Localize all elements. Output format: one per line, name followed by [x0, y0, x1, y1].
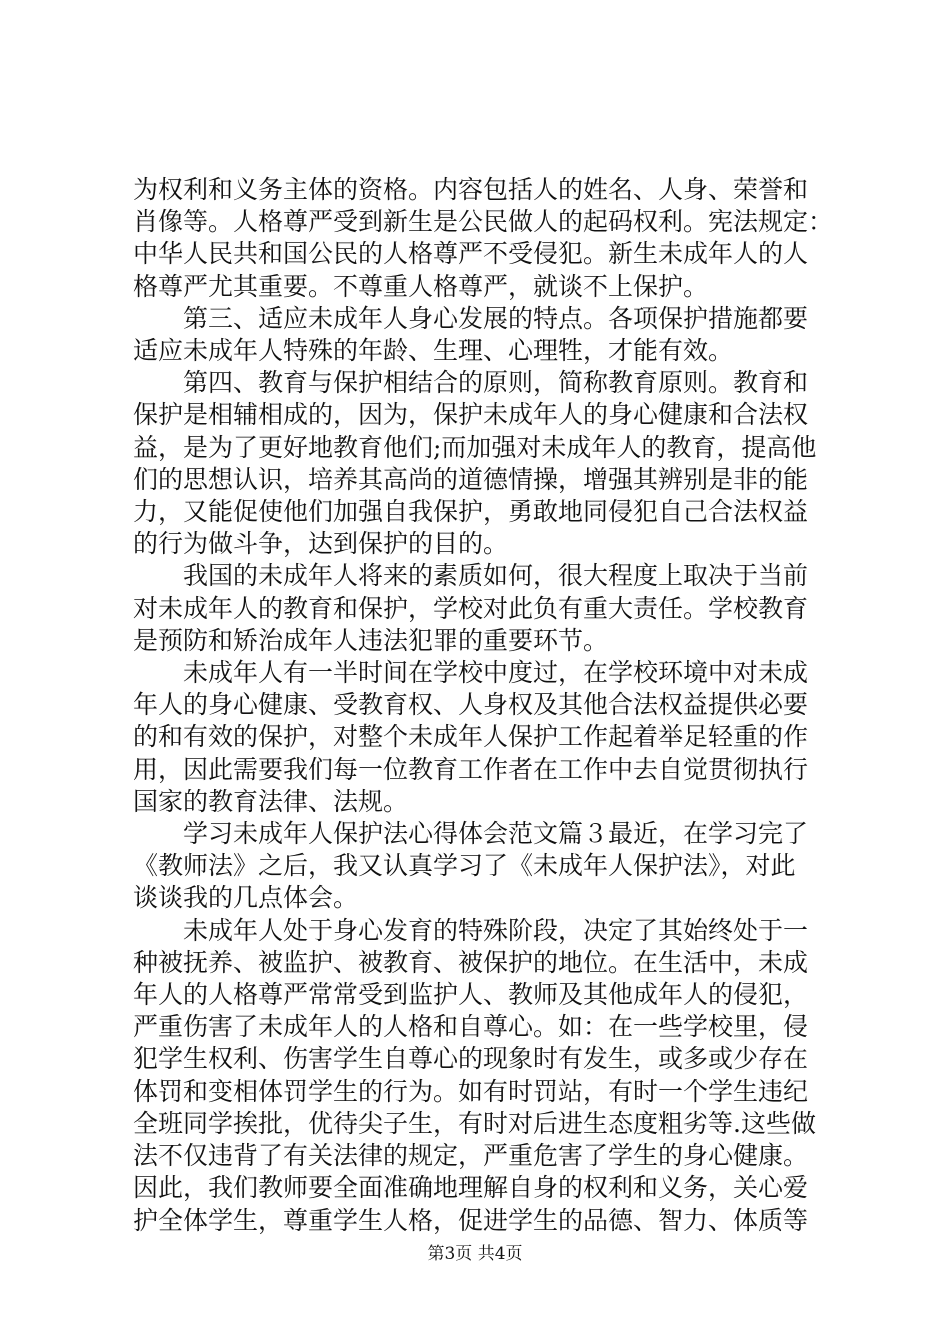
text-line: 国家的教育法律、法规。: [133, 786, 409, 816]
text-line: 益，是为了更好地教育他们;而加强对未成年人的教育，提高他: [133, 432, 817, 462]
text-line: 中华人民共和国公民的人格尊严不受侵犯。新生未成年人的人: [133, 239, 809, 269]
text-line: 适应未成年人特殊的年龄、生理、心理牲，才能有效。: [133, 336, 734, 366]
text-line: 未成年人处于身心发育的特殊阶段，决定了其始终处于一: [133, 915, 809, 945]
text-line: 体罚和变相体罚学生的行为。如有时罚站，有时一个学生违纪: [133, 1076, 809, 1106]
text-line: 种被抚养、被监护、被教育、被保护的地位。在生活中，未成: [133, 947, 809, 977]
text-line: 严重伤害了未成年人的人格和自尊心。如：在一些学校里，侵: [133, 1012, 809, 1042]
text-line: 全班同学挨批，优待尖子生，有时对后进生态度粗劣等.这些做: [133, 1108, 816, 1138]
text-line: 年人的人格尊严常常受到监护人、教师及其他成年人的侵犯，: [133, 980, 809, 1010]
text-line: 谈谈我的几点体会。: [133, 883, 359, 913]
body-text: [133, 174, 833, 1237]
text-line: 肖像等。人格尊严受到新生是公民做人的起码权利。宪法规定：: [133, 207, 834, 237]
text-line: 未成年人有一半时间在学校中度过，在学校环境中对未成: [133, 658, 809, 688]
text-line: 用，因此需要我们每一位教育工作者在工作中去自觉贯彻执行: [133, 754, 809, 784]
text-line: 第三、适应未成年人身心发展的特点。各项保护措施都要: [133, 303, 809, 333]
text-line: 护全体学生，尊重学生人格，促进学生的品德、智力、体质等: [133, 1205, 809, 1235]
text-line: 力，又能促使他们加强自我保护，勇敢地同侵犯自己合法权益: [133, 497, 809, 527]
text-line: 对未成年人的教育和保护，学校对此负有重大责任。学校教育: [133, 593, 809, 623]
text-line: 保护是相辅相成的，因为，保护未成年人的身心健康和合法权: [133, 400, 809, 430]
text-line: 犯学生权利、伤害学生自尊心的现象时有发生，或多或少存在: [133, 1044, 809, 1074]
text-line: 第四、教育与保护相结合的原则，简称教育原则。教育和: [133, 368, 809, 398]
page-footer: 第3页 共4页: [427, 1244, 523, 1264]
text-line: 的和有效的保护，对整个未成年人保护工作起着举足轻重的作: [133, 722, 809, 752]
text-line: 为权利和义务主体的资格。内容包括人的姓名、人身、荣誉和: [133, 175, 809, 204]
text-line: 因此，我们教师要全面准确地理解自身的权利和义务，关心爱: [133, 1173, 809, 1203]
text-line: 格尊严尤其重要。不尊重人格尊严，就谈不上保护。: [133, 271, 709, 301]
text-line: 的行为做斗争，达到保护的目的。: [133, 529, 509, 559]
text-line: 法不仅违背了有关法律的规定，严重危害了学生的身心健康。: [133, 1141, 809, 1171]
text-line: 《教师法》之后，我又认真学习了《未成年人保护法》，对此: [133, 851, 796, 881]
text-line: 年人的身心健康、受教育权、人身权及其他合法权益提供必要: [133, 690, 809, 720]
text-line: 学习未成年人保护法心得体会范文篇３最近，在学习完了: [133, 819, 809, 849]
text-line: 我国的未成年人将来的素质如何，很大程度上取决于当前: [133, 561, 809, 591]
text-line: 们的思想认识，培养其高尚的道德情操，增强其辨别是非的能: [133, 464, 809, 494]
text-line: 是预防和矫治成年人违法犯罪的重要环节。: [133, 625, 609, 655]
